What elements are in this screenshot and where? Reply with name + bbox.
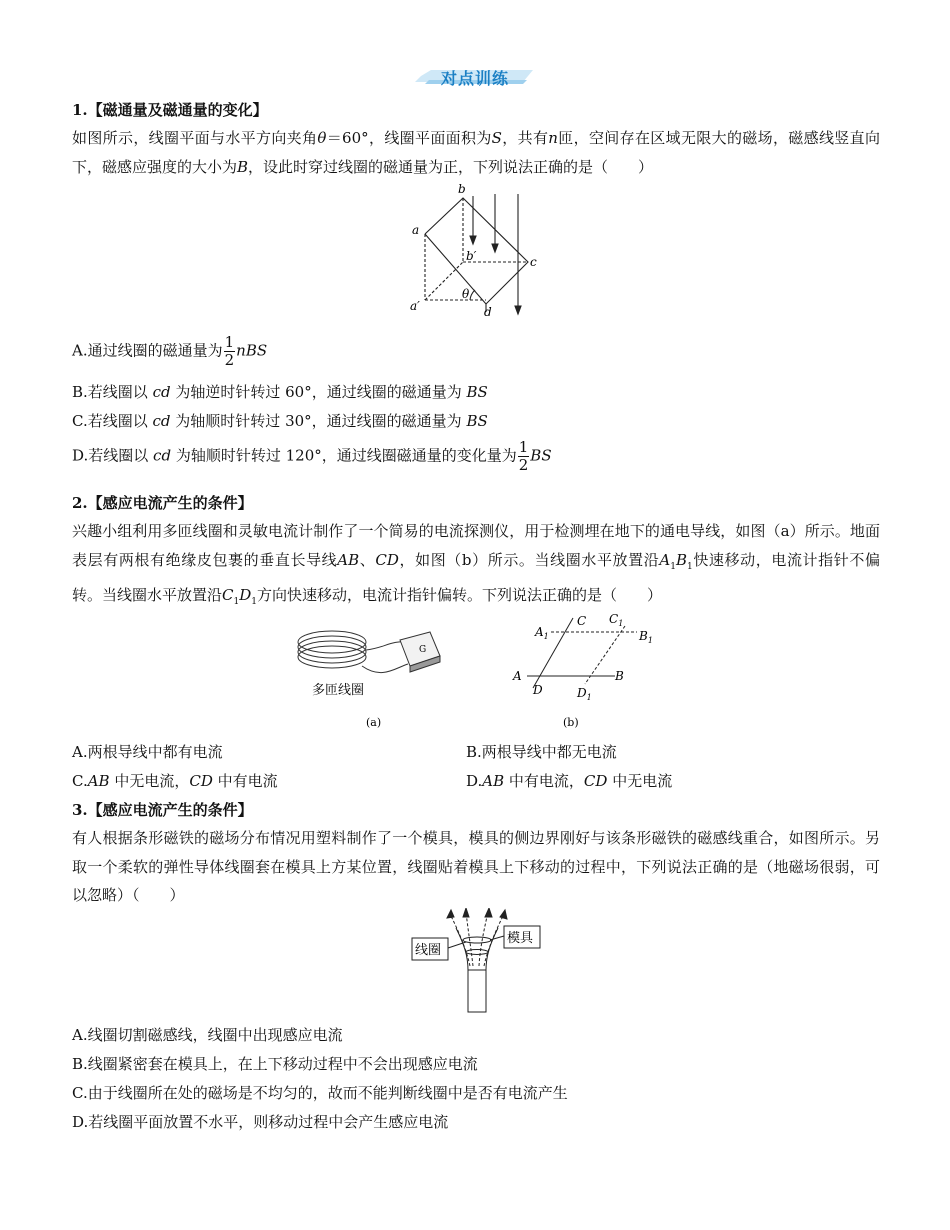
q3-fig-label-mold: 模具 [507,931,534,946]
q3-option-a[interactable]: A.线圈切割磁感线，线圈中出现感应电流 [72,1026,343,1044]
q1-fig-label-d: d [484,305,492,319]
q2-fig-a-caption: (a) [366,716,382,729]
q1-fig-label-a: a [412,223,420,237]
section-title-text: 对点训练 [440,69,509,88]
q2-option-c[interactable]: C.AB 中无电流，CD 中有电流 [72,772,278,790]
q1-option-c[interactable]: C.若线圈以 cd 为轴顺时针转过 30°，通过线圈的磁通量为 BS [72,412,488,430]
q1-fig-label-theta: θ [462,287,470,301]
q2-stem: 兴趣小组利用多匝线圈和灵敏电流计制作了一个简易的电流探测仪，用于检测埋在地下的通电导线，如图（a）所示。地面表层有两根有绝缘皮包裹的垂直长导线AB、CD，如图（b）所示。当线圈水平放置沿$A_1B_1$快速移动，电流计指针不偏转。当线圈水平放置沿$C_1D_1$方向快速移动，电流计指针偏转。下列说法正确的是（ ） [72,522,880,607]
section-title [415,64,535,88]
q2-fig-b-label-c: C [577,614,587,628]
q2-heading: 2.【感应电流产生的条件】 [72,494,253,512]
q1-option-a[interactable]: A.通过线圈的磁通量为 $\frac{1}{2}$ nBS [72,333,268,369]
q1-option-b[interactable]: B.若线圈以 cd 为轴逆时针转过 60°，通过线圈的磁通量为 BS [72,383,488,401]
q1-heading: 1.【磁通量及磁通量的变化】 [72,101,268,119]
q2-figure-a [290,620,460,735]
q2-fig-b-label-b1: $B_1$ [639,629,653,645]
q3-stem: 有人根据条形磁铁的磁场分布情况用塑料制作了一个模具，模具的侧边界刚好与该条形磁铁的磁感线重合，如图所示。另取一个柔软的弹性导体线圈套在模具上方某位置，线圈贴着模具上下移动的过程中，下列说法正确的是（地磁场很弱，可以忽略）（ ） [72,829,880,904]
q1-fig-label-b-prime: b′ [466,249,477,263]
q3-figure [408,908,548,1016]
q2-fig-b-label-d: D [533,683,543,697]
coil-icon [298,631,410,673]
galvanometer-label: G [419,645,427,655]
q2-fig-b-caption: (b) [563,716,579,729]
q1-fig-label-a-prime: a′ [410,299,420,313]
q1-stem: 如图所示，线圈平面与水平方向夹角θ＝60°，线圈平面面积为S，共有n匝，空间存在区域无限大的磁场，磁感线竖直向下，磁感应强度的大小为B，设此时穿过线圈的磁通量为正，下列说法正确的是（ ） [72,129,880,176]
q3-option-b[interactable]: B.线圈紧密套在模具上，在上下移动过程中不会出现感应电流 [72,1055,478,1073]
q2-fig-b-label-b: B [615,669,624,683]
q1-figure [400,182,550,322]
q2-figure-b [505,608,665,733]
q1-fig-label-c: c [530,255,537,269]
q2-fig-b-label-c1: $C_1$ [609,612,624,628]
q2-fig-b-label-a1: $A_1$ [535,625,549,641]
q3-heading: 3.【感应电流产生的条件】 [72,801,253,819]
q3-fig-label-coil: 线圈 [415,943,442,958]
q1-option-d[interactable]: D.若线圈以 cd 为轴顺时针转过 120°，通过线圈磁通量的变化量为 $\frac{1}{2}$ BS [72,438,552,474]
q2-option-d[interactable]: D.AB 中有电流，CD 中无电流 [466,772,673,790]
q2-option-b[interactable]: B.两根导线中都无电流 [466,743,617,761]
q3-option-d[interactable]: D.若线圈平面放置不水平，则移动过程中会产生感应电流 [72,1113,449,1131]
q2-fig-a-label: 多匝线圈 [312,683,365,698]
fraction: $\frac{1}{2}$ [518,438,529,474]
q3-option-c[interactable]: C.由于线圈所在处的磁场是不均匀的，故而不能判断线圈中是否有电流产生 [72,1084,568,1102]
q2-option-a[interactable]: A.两根导线中都有电流 [72,743,223,761]
fraction: $\frac{1}{2}$ [224,333,235,369]
q2-fig-b-label-a: A [513,669,522,683]
galvanometer-icon [400,632,440,672]
q1-fig-label-b: b [458,182,466,196]
q2-fig-b-label-d1: $D_1$ [577,686,592,702]
